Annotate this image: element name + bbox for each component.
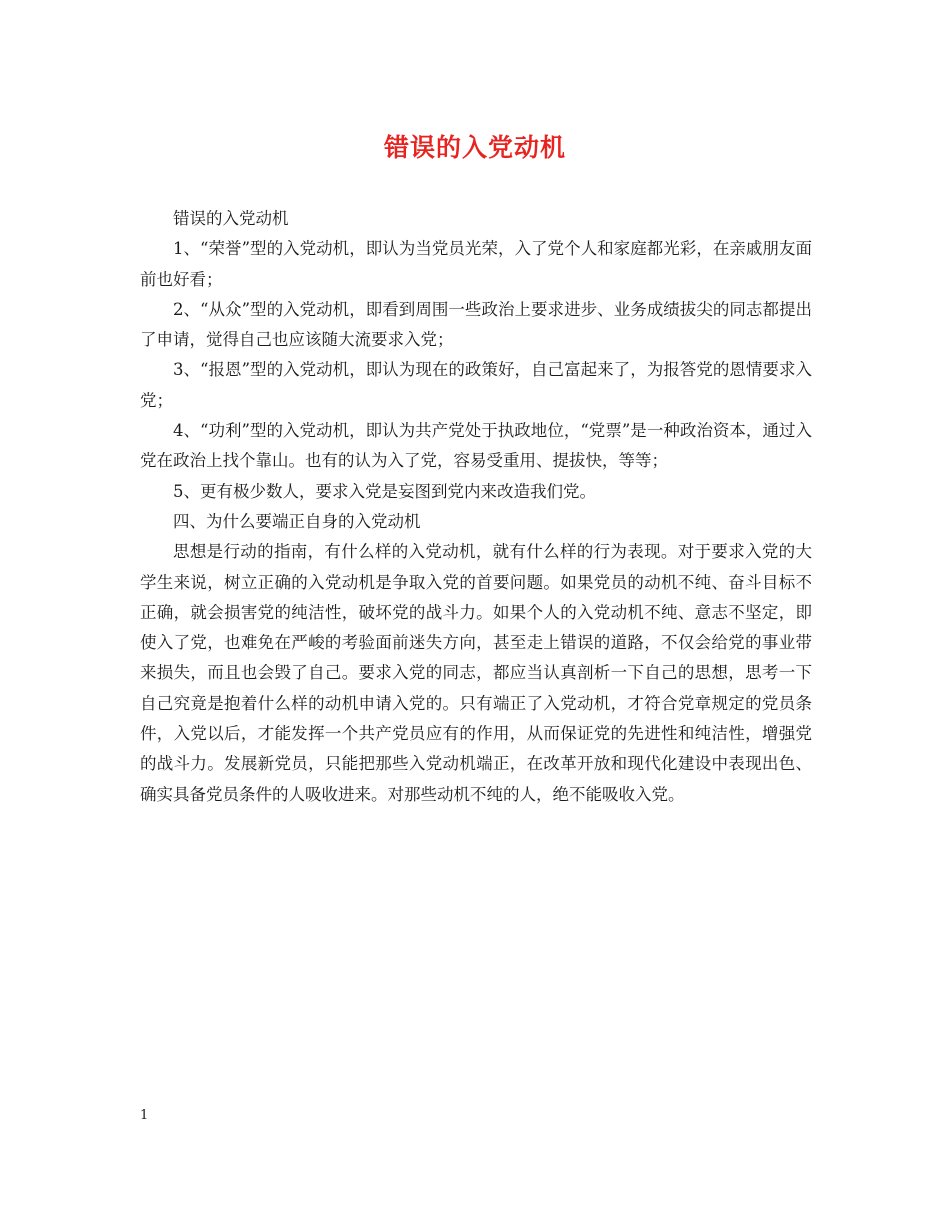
section-heading: 错误的入党动机 xyxy=(173,209,289,228)
paragraph-item-4: 4、“功利”型的入党动机，即认为共产党处于执政地位，“党票”是一种政治资本，通过入党在政治上找个靠山。也有的认为入了党，容易受重用、提拔快，等等； xyxy=(140,421,812,471)
document-title: 错误的入党动机 xyxy=(383,133,566,162)
paragraph-item-2: 2、“从众”型的入党动机，即看到周围一些政治上要求进步、业务成绩拔尖的同志都提出了申请，觉得自己也应该随大流要求入党； xyxy=(140,299,812,350)
paragraph-item-1: 1、“荣誉”型的入党动机，即认为当党员光荣，入了党个人和家庭都光彩，在亲戚朋友面前也好看； xyxy=(140,239,812,289)
paragraph-body: 思想是行动的指南，有什么样的入党动机，就有什么样的行为表现。对于要求入党的大学生来说，树立正确的入党动机是争取入党的首要问题。如果党员的动机不纯、奋斗目标不正确，就会损害党的纯洁性，破坏党的战斗力。如果个人的入党动机不纯、意志不坚定，即使入了党，也难免在严峻的考验面前迷失方向，甚至走上错误的道路，不仅会给党的事业带来损失，而且也会毁了自己。要求入党的同志，都应当认真剖析一下自己的思想，思考一下自己究竟是抱着什么样的动机申请入党的。只有端正了入党动机，才符合党章规定的党员条件，入党以后，才能发挥一个共产党员应有的作用，从而保证党的先进性和纯洁性，增强党的战斗力。发展新党员，只能把那些入党动机端正，在改革开放和现代化建设中表现出色、确实具备党员条件的人吸收进来。对那些动机不纯的人，绝不能吸收入党。 xyxy=(140,542,812,804)
document-body xyxy=(140,204,812,810)
paragraph-item-3: 3、“报恩”型的入党动机，即认为现在的政策好，自己富起来了，为报答党的恩情要求入党； xyxy=(140,360,812,410)
page-number: 1 xyxy=(140,1108,149,1123)
paragraph-item-5: 5、更有极少数人，要求入党是妄图到党内来改造我们党。 xyxy=(173,481,596,501)
section-heading-4: 四、为什么要端正自身的入党动机 xyxy=(173,511,421,531)
